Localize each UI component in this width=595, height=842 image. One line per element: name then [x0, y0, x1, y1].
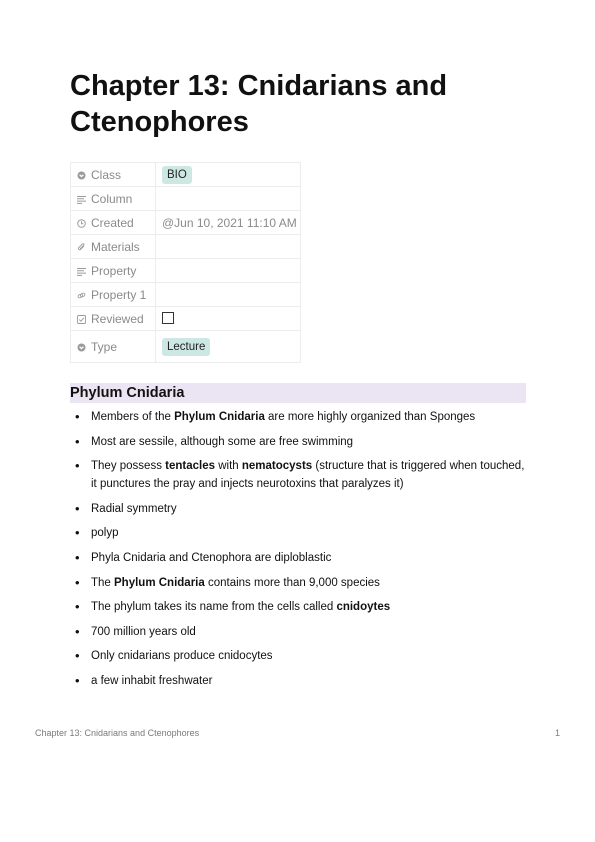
property-label: Created — [91, 215, 134, 230]
list-item — [75, 574, 530, 592]
type-tag[interactable]: Lecture — [162, 338, 210, 356]
property-row-reviewed — [71, 307, 301, 331]
list-item — [75, 623, 530, 641]
property-value-class[interactable] — [156, 163, 301, 187]
property-value-property-1[interactable] — [156, 283, 301, 307]
list-item — [75, 524, 530, 542]
link-icon — [77, 289, 86, 298]
select-icon — [77, 341, 86, 350]
text-segment: Most are sessile, although some are free swimming — [91, 435, 354, 448]
property-key-materials — [71, 235, 156, 259]
text-segment: polyp — [91, 527, 119, 540]
bold-text: Phylum Cnidaria — [174, 411, 265, 423]
list-item — [75, 672, 530, 690]
property-label: Reviewed — [91, 311, 144, 326]
text-segment: The phylum takes its name from the cells called — [91, 601, 337, 614]
text-segment: contains more than 9,000 species — [204, 576, 380, 589]
text-icon — [77, 265, 86, 274]
property-value-column[interactable] — [156, 187, 301, 211]
property-value-reviewed — [156, 307, 301, 331]
bullet-list — [75, 408, 530, 697]
list-item — [75, 598, 530, 616]
property-key-column — [71, 187, 156, 211]
property-label: Property — [91, 263, 137, 278]
property-label: Column — [91, 191, 133, 206]
property-key-type — [71, 331, 156, 363]
text-segment: Only cnidarians produce cnidocytes — [91, 650, 273, 663]
text-segment: with — [215, 460, 242, 473]
properties-table — [70, 162, 301, 363]
property-value-materials[interactable] — [156, 235, 301, 259]
text-segment: are more highly organized than Sponges — [264, 411, 476, 423]
property-row-materials — [71, 235, 301, 259]
bold-text: cnidoytes — [336, 601, 391, 614]
text-segment: The — [91, 576, 115, 589]
property-key-property — [71, 259, 156, 283]
property-key-class — [71, 163, 156, 187]
text-segment: They possess — [91, 460, 166, 473]
clock-icon — [77, 217, 86, 226]
text-segment: (structure that is triggered when touched, it punctures the pray and injects neurotoxins that paralyzes it) — [91, 460, 525, 491]
page-title: Chapter 13: Cnidarians and Ctenophores — [70, 70, 448, 138]
footer-title: Chapter 13: Cnidarians and Ctenophores — [35, 728, 200, 738]
property-key-reviewed — [71, 307, 156, 331]
property-row-created — [71, 211, 301, 235]
page-number: 1 — [554, 728, 560, 738]
property-row-class — [71, 163, 301, 187]
bold-text: Phylum Cnidaria — [114, 576, 205, 589]
text-segment: 700 million years old — [91, 625, 196, 638]
property-row-property-1 — [71, 283, 301, 307]
property-row-property — [71, 259, 301, 283]
class-tag[interactable]: BIO — [162, 166, 192, 184]
list-item — [75, 647, 530, 665]
reviewed-checkbox[interactable] — [162, 312, 174, 324]
text-segment: Members of the — [91, 411, 175, 423]
property-row-type — [71, 331, 301, 363]
property-value-created: @Jun 10, 2021 11:10 AM — [156, 211, 301, 235]
property-value-type[interactable] — [156, 331, 301, 363]
text-icon — [77, 193, 86, 202]
property-label: Class — [91, 167, 122, 182]
list-item — [75, 408, 530, 426]
property-row-column — [71, 187, 301, 211]
text-segment: a few inhabit freshwater — [91, 674, 213, 687]
text-segment: Phyla Cnidaria and Ctenophora are diploblastic — [91, 551, 332, 564]
property-label: Property 1 — [91, 287, 147, 302]
checkbox-icon — [77, 313, 86, 322]
text-segment: Radial symmetry — [91, 502, 177, 515]
property-key-created — [71, 211, 156, 235]
list-item — [75, 500, 530, 518]
bold-text: nematocysts — [241, 460, 313, 473]
section-heading: Phylum Cnidaria — [70, 383, 526, 403]
bold-text: tentacles — [165, 460, 216, 473]
paperclip-icon — [77, 241, 86, 250]
list-item — [75, 433, 530, 451]
list-item — [75, 549, 530, 567]
property-key-property-1 — [71, 283, 156, 307]
property-label: Type — [91, 339, 118, 354]
select-icon — [77, 169, 86, 178]
property-label: Materials — [91, 239, 140, 254]
list-item — [75, 457, 530, 493]
property-value-property[interactable] — [156, 259, 301, 283]
